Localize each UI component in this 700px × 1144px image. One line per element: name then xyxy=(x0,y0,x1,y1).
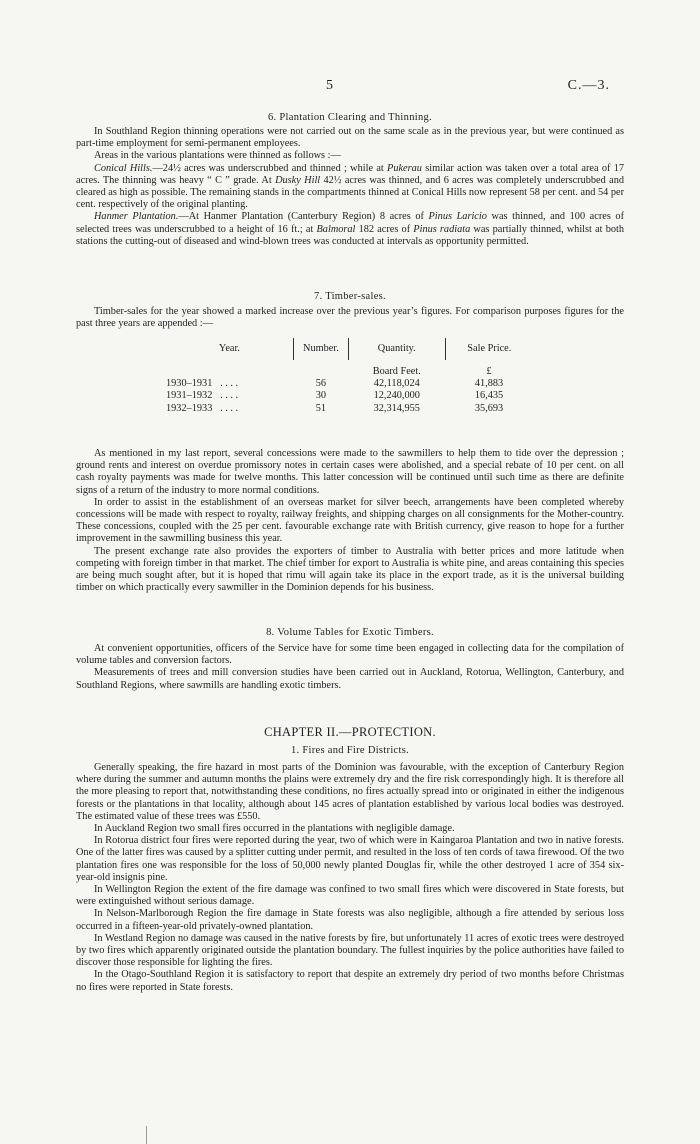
paragraph: In Southland Region thinning operations were not carried out on the same scale as in the previous year, but were continued as part-time employment for semi-permanent employees. xyxy=(76,126,624,150)
table-units-row xyxy=(166,360,533,378)
quantity-cell: 42,118,024 xyxy=(373,378,420,390)
number-cell: 51 xyxy=(315,402,327,414)
page-number: 5 xyxy=(326,78,333,93)
italic-term: Conical Hills. xyxy=(94,162,153,174)
section-7-heading: 7. Timber-sales. xyxy=(314,291,386,302)
leader-dots: . . . . xyxy=(220,390,239,402)
paragraph: Measurements of trees and mill conversion studies have been carried out in Auckland, Rotorua, Wellington, Canterbury, and Southland Regions, where sawmills are handling exotic timbers. xyxy=(76,667,624,691)
italic-term: Pinus Laricio xyxy=(428,211,487,223)
year-cell: 1931–1932 . . . . xyxy=(166,390,239,402)
paragraph: The present exchange rate also provides the exporters of timber to Australia with better prices and more latitude when competing with foreign timber in that market. The chief timber for export to Australia is white pine, and areas containing this species are being much sought after, but it is hoped that rimu will again take its place in the export trade, as it is the universal building timber on which practically every sawmiller in the Dominion depends for his business. xyxy=(76,545,624,594)
scan-artifact-line xyxy=(146,1126,147,1144)
paragraph: Timber-sales for the year showed a marked increase over the previous year’s figures. For comparison purposes figures for the past three years are appended :— xyxy=(76,306,624,330)
paragraph: Generally speaking, the fire hazard in most parts of the Dominion was favourable, with the exception of Canterbury Region where during the summer and autumn months the plains were extremely dry and the fire risk correspondingly high. It is therefore all the more pleasing to report that, notwithstanding these conditions, no fires actually spread into or originated in either the indigenous forests or the plantations in that locality, although about 145 acres of plantation established by various local bodies was destroyed. The estimated value of these trees was £550. xyxy=(76,762,624,822)
table-header-row xyxy=(166,338,533,360)
year-cell: 1932–1933 . . . . xyxy=(166,402,239,414)
paragraph: In Auckland Region two small fires occurred in the plantations with negligible damage. xyxy=(94,823,455,835)
paragraph: In order to assist in the establishment of an overseas market for silver beech, arrangements have been completed whereby concessions will be made with respect to royalty, railway freights, and shipping charges on all consignments for the Mother-country. These concessions, coupled with the 25 per cent. favourable exchange rate with British currency, give reason to hope for a further improvement in the sawmilling business this year. xyxy=(76,496,624,545)
section-6-body xyxy=(76,126,624,248)
timber-sales-table xyxy=(166,338,533,415)
table-row xyxy=(166,403,533,415)
unit-pound-sign: £ xyxy=(486,366,492,377)
column-header-quantity: Quantity. xyxy=(348,338,445,360)
paragraph: At convenient opportunities, officers of the Service have for some time been engaged in collecting data for the compilation of volume tables and conversion factors. xyxy=(76,643,624,667)
section-8-body xyxy=(76,643,624,692)
column-header-number: Number. xyxy=(293,338,348,360)
price-cell: 41,883 xyxy=(474,378,504,390)
section-6-heading: 6. Plantation Clearing and Thinning. xyxy=(267,112,432,123)
paragraph: As mentioned in my last report, several concessions were made to the sawmillers to help them to tide over the depression ; ground rents and interest on overdue promissory notes in certain cases were abolished, and a special rebate of 10 per cent. on all cash royalty payments was made for twelve months. This latter concession will be continued until such time as there are definite signs of a return of the industry to more normal conditions. xyxy=(76,448,624,496)
number-cell: 30 xyxy=(315,390,327,402)
section-8-heading: 8. Volume Tables for Exotic Timbers. xyxy=(266,627,434,638)
table-row xyxy=(166,378,533,390)
quantity-cell: 32,314,955 xyxy=(373,402,420,414)
leader-dots: . . . . xyxy=(220,378,239,390)
paragraph: In Nelson-Marlborough Region the fire damage in State forests was also negligible, although a fire attended by serious loss occurred in a fifteen-year-old privately-owned plantation. xyxy=(76,908,624,932)
number-cell: 56 xyxy=(315,378,327,390)
italic-term: Hanmer Plantation. xyxy=(94,211,179,223)
quantity-cell: 12,240,000 xyxy=(373,390,420,402)
price-cell: 16,435 xyxy=(474,390,504,402)
leader-dots: . . . . xyxy=(220,402,239,414)
unit-board-feet: Board Feet. xyxy=(372,366,421,377)
italic-term: Balmoral xyxy=(316,223,356,235)
paragraph: In Westland Region no damage was caused in the native forests by fire, but unfortunately 11 acres of exotic trees were destroyed by two fires which apparently originated outside the plantation boundary. The fullest inquiries by the police authorities have failed to discover those responsible for lighting the fires. xyxy=(76,932,624,969)
italic-term: Dusky Hill xyxy=(275,174,321,186)
document-reference: C.—3. xyxy=(567,78,610,93)
chapter-subheading: 1. Fires and Fire Districts. xyxy=(290,745,410,756)
column-header-year: Year. xyxy=(218,342,240,354)
table-row xyxy=(166,390,533,402)
paragraph: Hanmer Plantation.—At Hanmer Plantation (Canterbury Region) 8 acres of Pinus Laricio was thinned, and 100 acres of selected trees was underscrubbed to a height of 16 ft.; at Balmoral 182 acres of Pinus radiata was partially thinned, whilst at both stations the cutting-out of diseased and wind-blown trees was conducted at intervals as opportunity permitted. xyxy=(76,211,625,247)
year-cell: 1930–1931 . . . . xyxy=(166,378,239,390)
price-cell: 35,693 xyxy=(474,402,504,414)
paragraph: In the Otago-Southland Region it is satisfactory to report that despite an extremely dry period of two months before Christmas no fires were reported in State forests. xyxy=(76,969,624,993)
section-7-body xyxy=(76,448,624,594)
italic-term: Pinus radiata xyxy=(413,223,471,235)
paragraph: In Rotorua district four fires were reported during the year, two of which were in Kaingaroa Plantation and two in native forests. One of the latter fires was caused by a splitter cutting under permit, and resulted in the loss of ten cords of tawa firewood. Of the two plantation fires one was responsible for the loss of 50,000 newly planted Douglas fir, while the other destroyed 1 acre of 354 six-year-old insignis pine. xyxy=(76,835,624,883)
paragraph: In Wellington Region the extent of the fire damage was confined to two small fires which were discovered in State forests, but were extinguished without serious damage. xyxy=(76,884,624,908)
chapter-title: CHAPTER II.—PROTECTION. xyxy=(264,725,436,739)
paragraph: Conical Hills.—24½ acres was underscrubbed and thinned ; while at Pukerau similar action was taken over a total area of 17 acres. The thinning was heavy “ C ” grade. At Dusky Hill 42½ acres was thinned, and 6 acres was completely underscrubbed and cleared as high as possible. The remaining stands in the compartments thinned at Conical Hills now represent 58 per cent. and 54 per cent. respectively of the original planting. xyxy=(76,162,625,211)
section-7-intro xyxy=(76,306,624,330)
paragraph: Areas in the various plantations were thinned as follows :— xyxy=(94,150,341,162)
column-header-sale-price: Sale Price. xyxy=(467,342,512,354)
chapter-2-body xyxy=(76,762,624,994)
italic-term: Pukerau xyxy=(387,162,422,174)
